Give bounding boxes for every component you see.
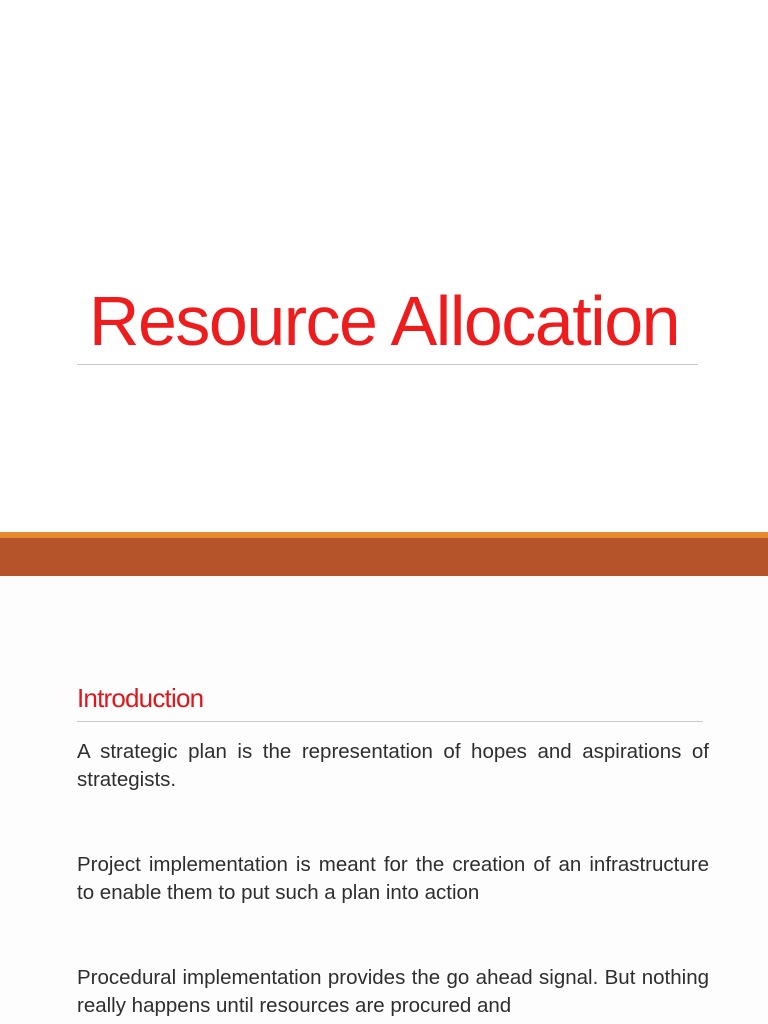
body-paragraph: A strategic plan is the representation of hopes and aspirations of strategists. (77, 740, 709, 791)
title-divider (77, 364, 698, 365)
heading-divider (77, 721, 703, 722)
band-main-bar (0, 538, 768, 576)
introduction-slide (0, 576, 768, 1024)
body-paragraph: Project implementation is meant for the creation of an infrastructure to enable them to put such a plan into action (77, 853, 709, 904)
slide-title: Resource Allocation (88, 282, 680, 360)
slide-separator-band (0, 532, 768, 576)
section-heading: Introduction (77, 683, 204, 713)
body-paragraph: Procedural implementation provides the go ahead signal. But nothing really happens until resources are procured and (77, 966, 709, 1017)
